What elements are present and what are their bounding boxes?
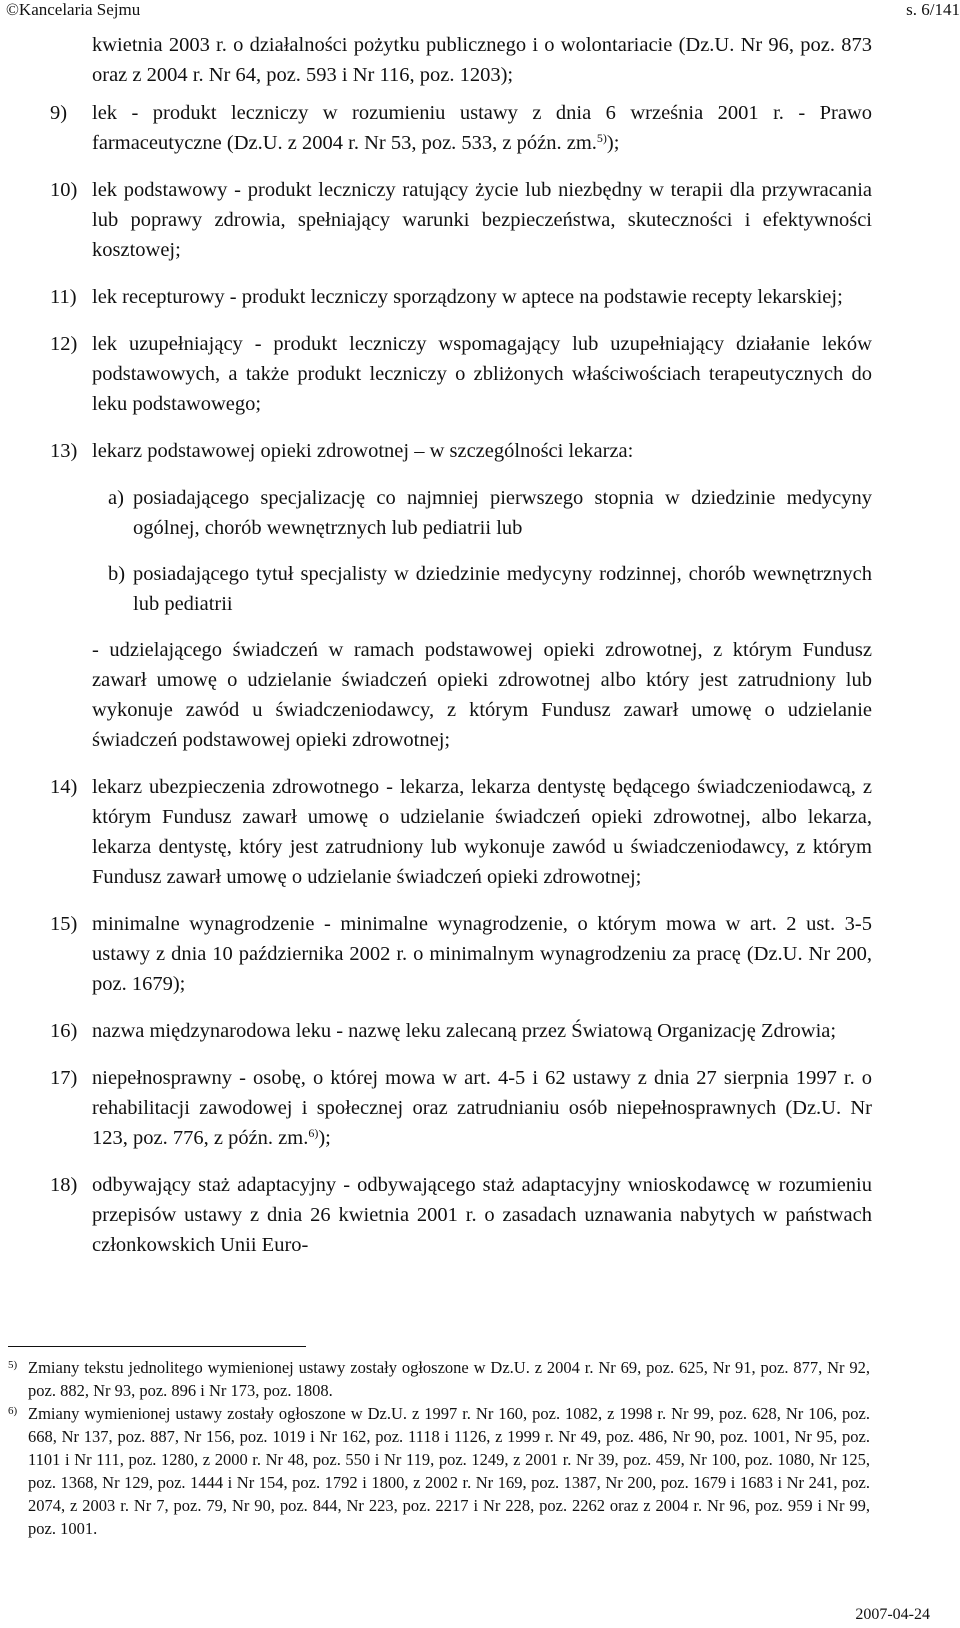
definition-item [50,909,872,999]
definition-item [50,329,872,419]
item-number: 10) [50,179,78,201]
definition-item [50,1170,872,1260]
item-text: lek - produkt leczniczy w rozumieniu ustawy z dnia 6 września 2001 r. - Prawo farmaceutyczne (Dz.U. z 2004 r. Nr 53, poz. 533, z późn. zm. [92,102,872,154]
item-number: 11) [50,286,77,308]
footnote-mark: 5) [8,1359,18,1371]
definition-item [50,772,872,892]
footnotes [8,1356,870,1540]
item-number: 15) [50,913,78,935]
item-text-end: ); [606,132,620,154]
footnote [8,1402,870,1540]
item-text: lek podstawowy - produkt leczniczy ratujący życie lub niezbędny w terapii dla przywracania lub poprawy zdrowia, spełniający warunki bezpieczeństwa, skuteczności i efektywności kosztowej; [92,179,872,261]
footnote-text: Zmiany wymienionej ustawy zostały ogłoszone w Dz.U. z 1997 r. Nr 160, poz. 1082, z 1998 r. Nr 99, poz. 628, Nr 106, poz. 668, Nr 137, poz. 887, Nr 156, poz. 1019 i Nr 162, poz. 1118 i 1126, z 1999 r. Nr 49, poz. 486, Nr 90, poz. 1001, Nr 95, poz. 1101 i Nr 111, poz. 1280, z 2000 r. Nr 48, poz. 550 i Nr 119, poz. 1249, z 2001 r. Nr 39, poz. 459, Nr 100, poz. 1080, Nr 125, poz. 1368, Nr 129, poz. 1444 i Nr 154, poz. 1792 i 1800, z 2002 r. Nr 169, poz. 1387, Nr 200, poz. 1679 i 1683 i Nr 241, poz. 2074, z 2003 r. Nr 7, poz. 79, Nr 90, poz. 844, Nr 223, poz. 2217 i Nr 228, poz. 2262 oraz z 2004 r. Nr 96, poz. 959 i Nr 99, poz. 1001. [28,1404,870,1538]
sub-item-text: posiadającego specjalizację co najmniej pierwszego stopnia w dziedzinie medycyny ogólnej, chorób wewnętrznych lub pediatrii lub [133,487,872,539]
footnote-separator [8,1346,306,1347]
item-number: 16) [50,1020,78,1042]
item-13-tail: - udzielającego świadczeń w ramach podstawowej opieki zdrowotnej, z którym Fundusz zawarł umowę o udzielanie świadczeń opieki zdrowotnej albo który jest zatrudniony lub wykonuje zawód u świadczeniodawcy, z którym Fundusz zawarł umowę o udzielanie świadczeń podstawowej opieki zdrowotnej; [92,639,872,751]
item-number: 9) [50,102,68,124]
item-text: lek recepturowy - produkt leczniczy sporządzony w aptece na podstawie recepty lekarskiej; [92,286,843,308]
item-text: niepełnosprawny - osobę, o której mowa w art. 4-5 i 62 ustawy z dnia 27 sierpnia 1997 r. o rehabilitacji zawodowej i społecznej oraz zatrudnianiu osób niepełnosprawnych (Dz.U. Nr 123, poz. 776, z późn. zm. [92,1067,872,1149]
sub-item [50,483,872,543]
definition-item [50,436,872,466]
item-text: odbywający staż adaptacyjny - odbywającego staż adaptacyjny wnioskodawcę w rozumieniu przepisów ustawy z dnia 26 kwietnia 2001 r. o zasadach uznawania nabytych w państwach członkowskich Unii Euro- [92,1174,872,1256]
item-text: lekarz podstawowej opieki zdrowotnej – w szczególności lekarza: [92,440,634,462]
sub-item [50,559,872,619]
continuation-text: kwietnia 2003 r. o działalności pożytku publicznego i o wolontariacie (Dz.U. Nr 96, poz. 873 oraz z 2004 r. Nr 64, poz. 593 i Nr 116, poz. 1203); [92,34,872,86]
footnote [8,1356,870,1402]
item-text: minimalne wynagrodzenie - minimalne wynagrodzenie, o którym mowa w art. 2 ust. 3-5 ustawy z dnia 10 października 2002 r. o minimalnym wynagrodzeniu za pracę (Dz.U. Nr 200, poz. 1679); [92,913,872,995]
header-page-number: s. 6/141 [906,0,960,19]
item-number: 14) [50,776,78,798]
footnote-ref: 6) [308,1126,319,1140]
document-date: 2007-04-24 [855,1606,930,1623]
definition-item [50,282,872,312]
item-text: lekarz ubezpieczenia zdrowotnego - lekarza, lekarza dentystę będącego świadczeniodawcą, z którym Fundusz zawarł umowę o udzielanie świadczeń opieki zdrowotnej, albo lekarza, lekarza dentystę, który jest zatrudniony lub wykonuje zawód u świadczeniodawcy, z którym Fundusz zawarł umowę o udzielanie świadczeń opieki zdrowotnej; [92,776,872,888]
item-number: 18) [50,1174,78,1196]
item-text: lek uzupełniający - produkt leczniczy wspomagający lub uzupełniający działanie leków podstawowych, a także produkt leczniczy o zbliżonych właściwościach terapeutycznych do leku podstawowego; [92,333,872,415]
sub-item-letter: b) [108,563,126,585]
document-body [50,30,872,1277]
item-text: nazwa międzynarodowa leku - nazwę leku zalecaną przez Światową Organizację Zdrowia; [92,1020,837,1042]
item-number: 12) [50,333,78,355]
footnote-mark: 6) [8,1405,18,1417]
header-source: ©Kancelaria Sejmu [6,0,141,19]
footnote-text: Zmiany tekstu jednolitego wymienionej ustawy zostały ogłoszone w Dz.U. z 2004 r. Nr 69, poz. 625, Nr 91, poz. 877, Nr 92, poz. 882, Nr 93, poz. 896 i Nr 173, poz. 1808. [28,1358,870,1400]
definition-item [50,175,872,265]
item-number: 13) [50,440,78,462]
definition-item [50,1063,872,1153]
item-text-end: ); [318,1127,331,1149]
item-number: 17) [50,1067,78,1089]
sub-item-letter: a) [108,487,124,509]
sub-item-text: posiadającego tytuł specjalisty w dziedzinie medycyny rodzinnej, chorób wewnętrznych lub pediatrii [133,563,872,615]
footnote-ref: 5) [596,131,607,145]
definition-item [50,98,872,158]
definition-item [50,1016,872,1046]
